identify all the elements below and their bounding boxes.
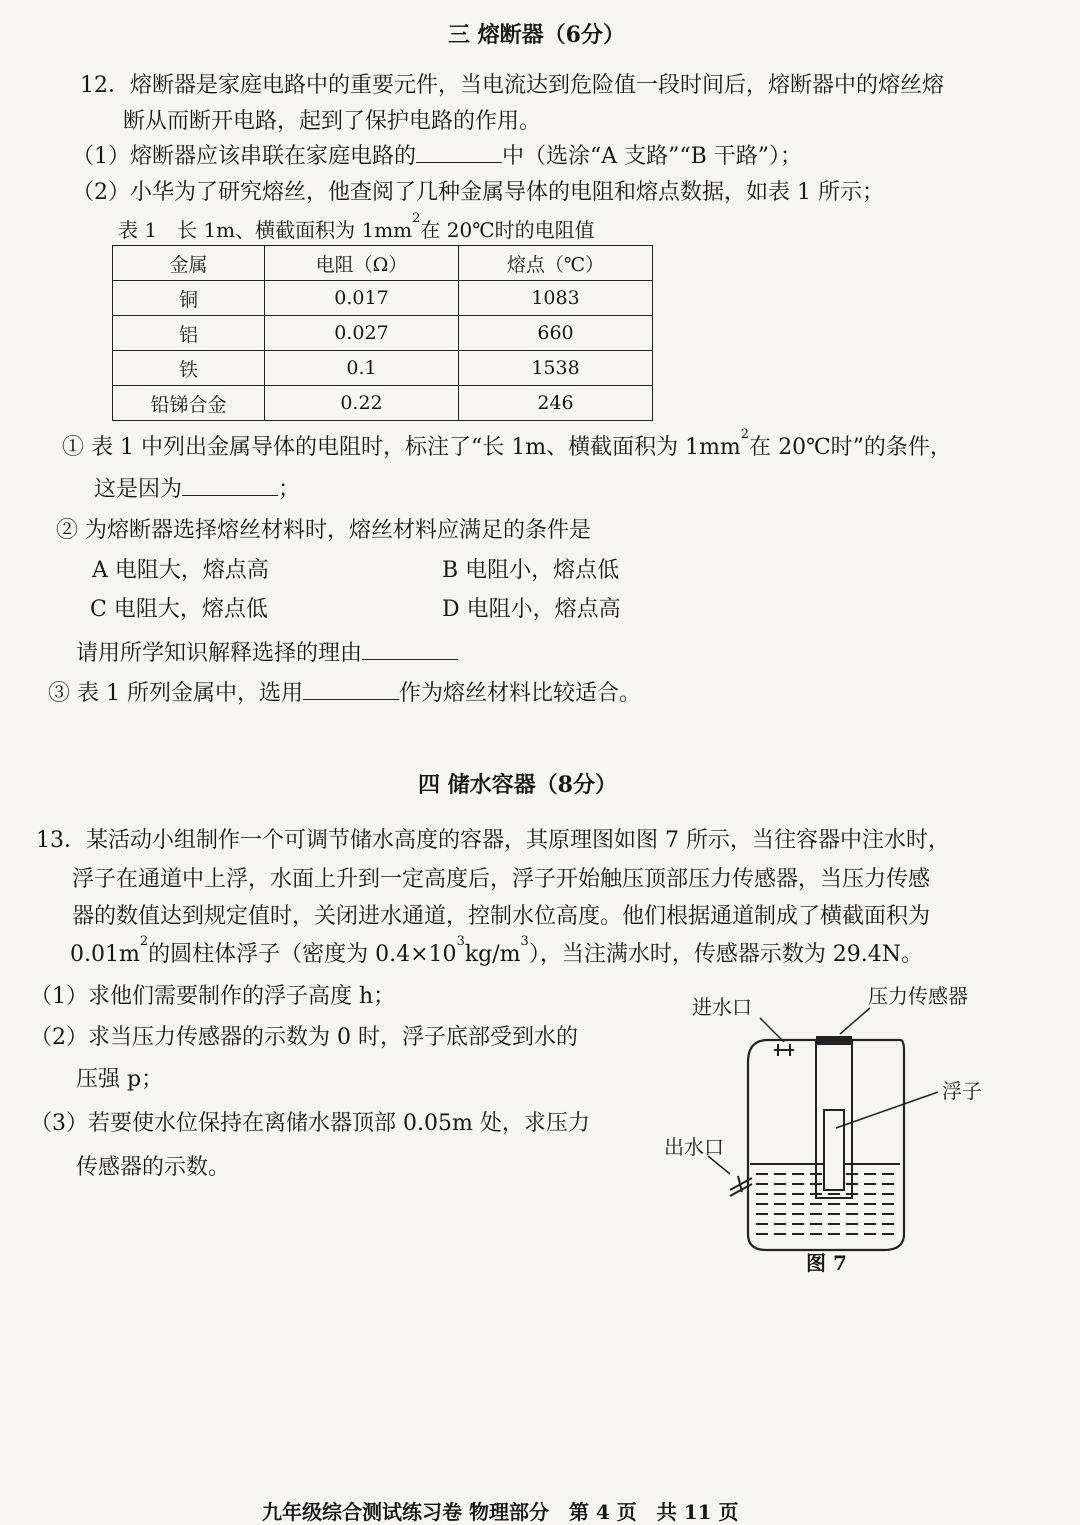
q13-line4: [70, 934, 924, 968]
q13-line1: 13．某活动小组制作一个可调节储水高度的容器，其原理图如图 7 所示，当往容器中注水时，: [36, 828, 950, 853]
table1-row: [113, 316, 653, 351]
table1-cell-metal: 铁: [113, 351, 265, 386]
table1-row: [113, 351, 653, 386]
table1-cell-resistance: 0.1: [265, 351, 459, 386]
q12-part1-blank[interactable]: [416, 142, 502, 163]
q12-sub1-line1: [62, 427, 952, 461]
q12-stem-line2: 断从而断开电路，起到了保护电路的作用。: [123, 109, 542, 134]
table1-header-row: [113, 246, 653, 281]
sensor-leader: [840, 1008, 870, 1034]
table1-caption-after: 在 20℃时的电阻值: [420, 218, 595, 242]
table1-cell-resistance: 0.22: [265, 386, 459, 421]
table1-header: 金属: [113, 246, 265, 281]
q12-sub3-blank[interactable]: [303, 679, 399, 700]
q12-sub3: [48, 676, 641, 707]
table1-cell-melting-point: 660: [459, 316, 653, 351]
option-a: A 电阻大，熔点高: [92, 558, 269, 583]
table1-header: 电阻（Ω）: [265, 246, 459, 281]
q13-line4-d: ），当注满水时，传感器示数为 29.4N。: [528, 942, 924, 967]
q12-sub1-line1-after: 在 20℃时”的条件，: [749, 435, 952, 460]
pressure-sensor: [816, 1036, 852, 1045]
table1-cell-resistance: 0.027: [265, 316, 459, 351]
q12-sub1-blank[interactable]: [182, 475, 278, 496]
q13-line4-a: 0.01m: [70, 942, 140, 967]
table1-cell-melting-point: 1083: [459, 281, 653, 316]
q13-line4-c: kg/m: [464, 942, 521, 967]
q13-line3: 器的数值达到规定值时，关闭进水通道，控制水位高度。他们根据通道制成了横截面积为: [72, 904, 931, 929]
q12-sub1-line1-before: ① 表 1 中列出金属导体的电阻时，标注了“长 1m、横截面积为 1mm: [62, 435, 741, 460]
inlet-leader: [760, 1018, 784, 1042]
q12-reason-text: 请用所学知识解释选择的理由: [76, 641, 363, 666]
option-b: B 电阻小，熔点低: [442, 558, 620, 583]
section-4-heading: 四 储水容器（8分）: [418, 772, 617, 798]
q13-part3-line2: 传感器的示数。: [76, 1155, 231, 1180]
q13-line4-sup2: 3: [456, 934, 465, 949]
table1-header: 熔点（℃）: [459, 246, 653, 281]
table1-row: [113, 386, 653, 421]
option-d: D 电阻小，熔点高: [442, 597, 621, 622]
float: [824, 1110, 844, 1190]
inlet-pipe: [774, 1044, 794, 1056]
table1-cell-metal: 铅锑合金: [113, 386, 265, 421]
q12-reason-blank[interactable]: [362, 639, 458, 660]
table1-row: [113, 281, 653, 316]
q13-part1: （1）求他们需要制作的浮子高度 h；: [30, 984, 396, 1009]
q12-sub1-line2: [94, 472, 300, 503]
q13-part3-line1: （3）若要使水位保持在离储水器顶部 0.05m 处，求压力: [30, 1111, 590, 1136]
q12-part2: （2）小华为了研究熔丝，他查阅了几种金属导体的电阻和熔点数据，如表 1 所示；: [72, 180, 884, 205]
q12-part1: [72, 139, 802, 170]
q13-part2-line1: （2）求当压力传感器的示数为 0 时，浮子底部受到水的: [30, 1025, 578, 1050]
q13-line4-sup: 2: [139, 934, 149, 949]
q12-sub1-line1-sup: 2: [740, 427, 750, 442]
q13-line2: 浮子在通道中上浮，水面上升到一定高度后，浮子开始触压顶部压力传感器，当压力传感: [72, 867, 931, 892]
label-outlet: 出水口: [664, 1135, 724, 1159]
q12-sub1-line2-before: 这是因为: [94, 477, 183, 502]
q13-part2-line2: 压强 p；: [76, 1067, 164, 1092]
q13-line4-sup3: 3: [520, 934, 529, 949]
q12-sub3-before: ③ 表 1 所列金属中，选用: [48, 681, 303, 706]
q12-sub2: ② 为熔断器选择熔丝材料时，熔丝材料应满足的条件是: [56, 518, 591, 543]
table1: [112, 245, 653, 421]
section-3-heading: 三 熔断器（6分）: [448, 22, 625, 48]
table1-caption-sup: 2: [412, 211, 421, 226]
figure-7-diagram: [660, 978, 1000, 1278]
q12-part1-text-after: 中（选涂“A 支路”“B 干路”）；: [502, 144, 803, 169]
q12-sub3-after: 作为熔丝材料比较适合。: [398, 681, 641, 706]
q12-reason: [76, 636, 458, 667]
table1-cell-resistance: 0.017: [265, 281, 459, 316]
figure-7-caption: 图 7: [806, 1251, 847, 1275]
q12-stem-line1: 12．熔断器是家庭电路中的重要元件，当电流达到危险值一段时间后，熔断器中的熔丝熔: [80, 73, 944, 98]
table1-cell-melting-point: 246: [459, 386, 653, 421]
label-pressure-sensor: 压力传感器: [868, 984, 968, 1008]
label-float: 浮子: [942, 1079, 982, 1103]
q12-part1-text-before: （1）熔断器应该串联在家庭电路的: [72, 144, 416, 169]
page-footer: 九年级综合测试练习卷 物理部分 第 4 页 共 11 页: [262, 1500, 739, 1524]
table1-cell-metal: 铜: [113, 281, 265, 316]
table1-caption-before: 表 1 长 1m、横截面积为 1mm: [118, 218, 413, 242]
table1-cell-metal: 铝: [113, 316, 265, 351]
q12-sub1-line2-after: ；: [278, 477, 301, 502]
label-inlet: 进水口: [692, 995, 752, 1019]
q13-line4-b: 的圆柱体浮子（密度为 0.4×10: [148, 942, 457, 967]
option-c: C 电阻大，熔点低: [90, 597, 268, 622]
table1-caption: [118, 211, 595, 243]
table1-cell-melting-point: 1538: [459, 351, 653, 386]
